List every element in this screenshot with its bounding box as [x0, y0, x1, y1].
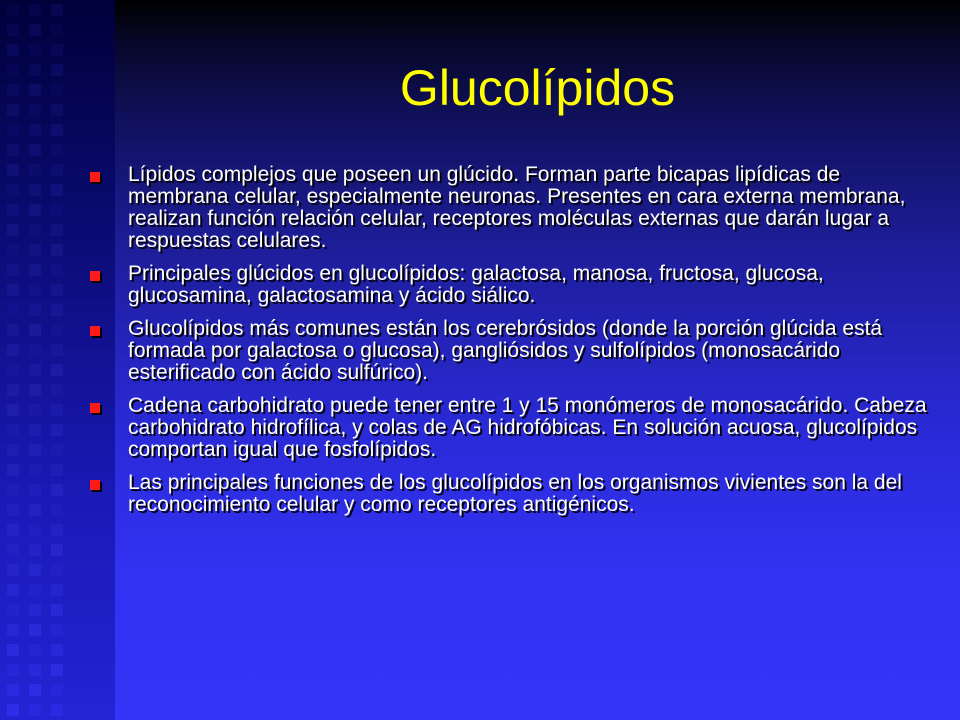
- decorative-square: [51, 144, 63, 156]
- decorative-square: [7, 384, 19, 396]
- decorative-square: [51, 204, 63, 216]
- decorative-square: [29, 264, 41, 276]
- decorative-square: [51, 444, 63, 456]
- decorative-square: [29, 104, 41, 116]
- decorative-square: [29, 144, 41, 156]
- decorative-square: [7, 84, 19, 96]
- decorative-square: [7, 264, 19, 276]
- decorative-square: [51, 664, 63, 676]
- decorative-square: [29, 244, 41, 256]
- decorative-square: [51, 184, 63, 196]
- bullet-item: [88, 472, 938, 516]
- decorative-square: [7, 44, 19, 56]
- decorative-square: [7, 484, 19, 496]
- decorative-squares-column-1: [6, 0, 20, 720]
- decorative-square: [29, 604, 41, 616]
- decorative-square: [51, 84, 63, 96]
- decorative-square: [51, 544, 63, 556]
- decorative-square: [29, 404, 41, 416]
- decorative-square: [51, 684, 63, 696]
- decorative-square: [51, 64, 63, 76]
- decorative-square: [29, 464, 41, 476]
- decorative-square: [7, 64, 19, 76]
- decorative-square: [51, 504, 63, 516]
- decorative-square: [29, 704, 41, 716]
- decorative-square: [29, 184, 41, 196]
- decorative-square: [29, 424, 41, 436]
- decorative-square: [29, 64, 41, 76]
- decorative-square: [7, 624, 19, 636]
- decorative-squares-column-3: [50, 0, 64, 720]
- bullet-item: [88, 164, 938, 252]
- decorative-square: [7, 424, 19, 436]
- decorative-square: [29, 504, 41, 516]
- decorative-square: [29, 324, 41, 336]
- bullet-item: [88, 263, 938, 307]
- decorative-square: [7, 704, 19, 716]
- decorative-square: [7, 184, 19, 196]
- decorative-square: [51, 224, 63, 236]
- decorative-square: [7, 104, 19, 116]
- decorative-square: [51, 384, 63, 396]
- decorative-square: [29, 164, 41, 176]
- decorative-square: [7, 324, 19, 336]
- decorative-square: [7, 584, 19, 596]
- decorative-square: [51, 104, 63, 116]
- decorative-square: [51, 644, 63, 656]
- decorative-square: [7, 304, 19, 316]
- bullet-text: Las principales funciones de los glucolípidos en los organismos vivientes son la del reconocimiento celular y como receptores antigénicos.: [128, 471, 902, 516]
- decorative-square: [51, 564, 63, 576]
- decorative-square: [29, 544, 41, 556]
- decorative-square: [29, 484, 41, 496]
- decorative-square: [29, 44, 41, 56]
- decorative-square: [29, 4, 41, 16]
- bullet-item: [88, 395, 938, 461]
- decorative-square: [29, 564, 41, 576]
- bullet-square-icon: [90, 172, 100, 182]
- decorative-square: [7, 164, 19, 176]
- decorative-square: [51, 424, 63, 436]
- decorative-square: [51, 264, 63, 276]
- decorative-square: [51, 604, 63, 616]
- decorative-square: [29, 84, 41, 96]
- decorative-square: [29, 624, 41, 636]
- decorative-square: [51, 584, 63, 596]
- decorative-square: [29, 444, 41, 456]
- bullet-text: Principales glúcidos en glucolípidos: galactosa, manosa, fructosa, glucosa, glucosamina, galactosamina y ácido siálico.: [128, 262, 824, 307]
- bullet-text: Glucolípidos más comunes están los cerebrósidos (donde la porción glúcida está formada por galactosa o glucosa), gangliósidos y sulfolípidos (monosacárido esterificado con ácido sulfúrico).: [128, 317, 883, 384]
- decorative-square: [51, 704, 63, 716]
- decorative-square: [29, 664, 41, 676]
- decorative-square: [29, 684, 41, 696]
- decorative-square: [51, 24, 63, 36]
- decorative-square: [51, 304, 63, 316]
- decorative-square: [7, 364, 19, 376]
- decorative-square: [29, 524, 41, 536]
- decorative-square: [51, 524, 63, 536]
- bullet-list: [88, 164, 938, 527]
- decorative-square: [7, 244, 19, 256]
- decorative-square: [51, 484, 63, 496]
- decorative-square: [7, 284, 19, 296]
- bullet-square-icon: [90, 480, 100, 490]
- decorative-square: [7, 464, 19, 476]
- decorative-square: [51, 324, 63, 336]
- decorative-square: [29, 124, 41, 136]
- bullet-square-icon: [90, 326, 100, 336]
- decorative-square: [7, 144, 19, 156]
- decorative-square: [7, 564, 19, 576]
- decorative-square: [29, 644, 41, 656]
- decorative-square: [7, 404, 19, 416]
- decorative-square: [51, 244, 63, 256]
- decorative-square: [7, 204, 19, 216]
- decorative-square: [29, 364, 41, 376]
- decorative-square: [7, 664, 19, 676]
- bullet-text: Cadena carbohidrato puede tener entre 1 y 15 monómeros de monosacárido. Cabeza carbohidrato hidrofílica, y colas de AG hidrofóbicas. En solución acuosa, glucolípidos comportan igual que fosfolípidos.: [128, 394, 927, 461]
- decorative-square: [51, 284, 63, 296]
- decorative-square: [7, 444, 19, 456]
- bullet-item: [88, 318, 938, 384]
- decorative-square: [29, 24, 41, 36]
- bullet-square-icon: [90, 403, 100, 413]
- decorative-square: [51, 624, 63, 636]
- decorative-square: [51, 44, 63, 56]
- decorative-square: [51, 4, 63, 16]
- slide-title: Glucolípidos: [399, 60, 676, 116]
- decorative-square: [7, 604, 19, 616]
- decorative-square: [29, 384, 41, 396]
- decorative-square: [7, 524, 19, 536]
- decorative-square: [7, 4, 19, 16]
- decorative-square: [29, 584, 41, 596]
- decorative-square: [7, 644, 19, 656]
- decorative-square: [7, 684, 19, 696]
- decorative-square: [29, 224, 41, 236]
- decorative-squares-column-2: [28, 0, 42, 720]
- decorative-square: [29, 304, 41, 316]
- decorative-square: [51, 404, 63, 416]
- decorative-square: [51, 164, 63, 176]
- decorative-square: [29, 344, 41, 356]
- decorative-square: [51, 364, 63, 376]
- decorative-square: [7, 224, 19, 236]
- bullet-text: Lípidos complejos que poseen un glúcido. Forman parte bicapas lipídicas de membrana celular, especialmente neuronas. Presentes en cara externa membrana, realizan función relación celular, receptores moléculas externas que darán lugar a respuestas celulares.: [128, 163, 906, 252]
- bullet-square-icon: [90, 271, 100, 281]
- decorative-square: [7, 344, 19, 356]
- decorative-square: [51, 464, 63, 476]
- decorative-square: [7, 124, 19, 136]
- decorative-square: [7, 24, 19, 36]
- decorative-square: [29, 284, 41, 296]
- decorative-square: [51, 344, 63, 356]
- decorative-square: [7, 544, 19, 556]
- decorative-square: [51, 124, 63, 136]
- decorative-square: [29, 204, 41, 216]
- decorative-square: [7, 504, 19, 516]
